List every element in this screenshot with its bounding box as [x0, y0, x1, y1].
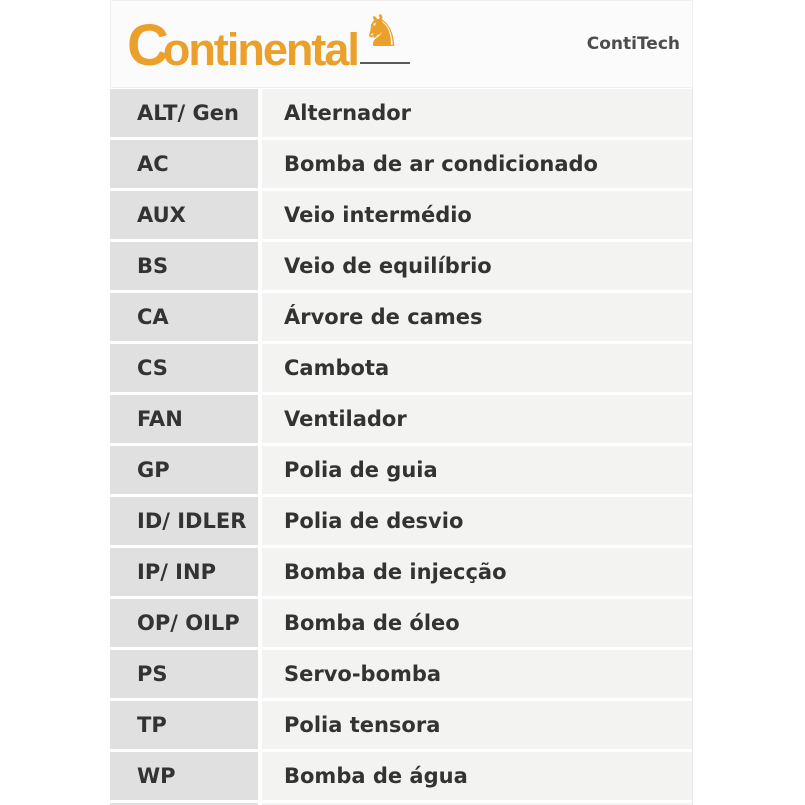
abbreviation-cell: TP — [110, 701, 258, 749]
description-cell: Polia de guia — [262, 446, 692, 494]
abbreviation-cell: AC — [110, 140, 258, 188]
table-row — [110, 395, 692, 443]
abbreviation-cell: WP — [110, 752, 258, 800]
table-row — [110, 89, 692, 137]
description-cell: Polia de desvio — [262, 497, 692, 545]
description-cell: Servo-bomba — [262, 650, 692, 698]
description-cell: Bomba de injecção — [262, 548, 692, 596]
table-row — [110, 701, 692, 749]
table-row — [110, 548, 692, 596]
abbreviation-cell: CS — [110, 344, 258, 392]
description-cell: Bomba de ar condicionado — [262, 140, 692, 188]
description-cell: Bomba de água — [262, 752, 692, 800]
abbreviation-cell: OP/ OILP — [110, 599, 258, 647]
description-cell: Bomba de óleo — [262, 599, 692, 647]
abbreviation-cell: ALT/ Gen — [110, 89, 258, 137]
continental-logo — [127, 6, 410, 79]
abbreviation-cell: ID/ IDLER — [110, 497, 258, 545]
abbreviation-table — [110, 88, 693, 805]
table-row — [110, 599, 692, 647]
table-row — [110, 344, 692, 392]
continental-horse-icon: ♞ — [362, 18, 410, 70]
description-cell: Polia tensora — [262, 701, 692, 749]
description-cell: Ventilador — [262, 395, 692, 443]
contitech-brand-label: ContiTech — [586, 34, 680, 54]
abbreviation-cell: IP/ INP — [110, 548, 258, 596]
description-cell: Cambota — [262, 344, 692, 392]
abbreviation-cell: GP — [110, 446, 258, 494]
horse-underline — [360, 62, 410, 64]
description-cell: Alternador — [262, 89, 692, 137]
table-row — [110, 191, 692, 239]
abbreviation-cell: AUX — [110, 191, 258, 239]
logo-letter-c: C — [127, 13, 167, 79]
abbreviation-cell: PS — [110, 650, 258, 698]
description-cell: Veio de equilíbrio — [262, 242, 692, 290]
table-row — [110, 497, 692, 545]
table-row — [110, 446, 692, 494]
abbreviation-cell: BS — [110, 242, 258, 290]
table-row — [110, 242, 692, 290]
abbreviation-cell: FAN — [110, 395, 258, 443]
table-row — [110, 293, 692, 341]
header — [110, 0, 693, 88]
description-cell: Árvore de cames — [262, 293, 692, 341]
table-row — [110, 650, 692, 698]
table-row — [110, 140, 692, 188]
description-cell: Veio intermédio — [262, 191, 692, 239]
table-row — [110, 752, 692, 800]
abbreviation-cell: CA — [110, 293, 258, 341]
logo-wordmark: ontinental — [162, 23, 358, 75]
page-content — [110, 0, 693, 805]
